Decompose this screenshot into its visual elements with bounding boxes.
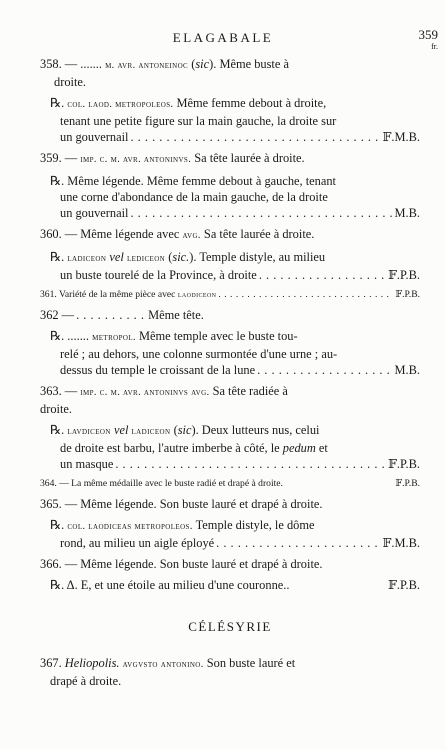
entry-line: 367. Heliopolis. avgvsto antonino. Son buste lauré et drapé à droite. — [40, 656, 296, 688]
page-number-value: 359 — [418, 27, 438, 42]
entry-363-reverse — [40, 422, 420, 472]
entry-361 — [40, 288, 420, 302]
entry-365-reverse — [40, 517, 420, 551]
page-number — [419, 28, 439, 51]
entry-line-with-leader: un gouvernail . . . M.B. — [50, 205, 420, 221]
entry-363 — [40, 383, 420, 417]
entry-line: ℞. Δ. Ε, et une étoile au milieu d'une couronne.. 𝔽.P.B. — [50, 578, 420, 592]
entry-line: 366. — Même légende. Son buste lauré et drapé à droite. — [40, 557, 323, 571]
catalogue-body — [40, 56, 420, 694]
entry-line: tenant une petite figure sur la main gauche, la droite sur — [60, 114, 337, 128]
entry-line: 363. — imp. c. m. avr. antoninvs avg. Sa tête radiée à droite. — [40, 384, 288, 416]
entry-line-with-leader: 361. Variété de la même pièce avec laodiceon . . . 𝔽.P.B. — [40, 288, 420, 302]
entry-360-reverse — [40, 249, 420, 283]
entry-line: relé ; au dehors, une colonne surmontée d'une urne ; au- — [60, 347, 338, 361]
entry-line: ℞. col. laod. metropoleos. Même femme debout à droite, — [50, 96, 327, 110]
entry-line: une corne d'abondance de la main gauche, de la droite — [60, 190, 328, 204]
entry-line-with-leader: un masque . . . 𝔽.P.B. — [50, 456, 420, 472]
entry-line: ℞. ....... metropol. Même temple avec le buste tou- — [50, 329, 298, 343]
entry-line: 364. — La même médaille avec le buste radié et drapé à droite. 𝔽.P.B. — [40, 478, 420, 489]
collection-mark: 𝔽.P.B. — [395, 289, 420, 300]
entry-line: 358. — ....... m. avr. antoneinoc (sic). Même buste à droite. — [40, 57, 289, 89]
collection-mark: 𝔽.P.B. — [388, 578, 420, 592]
entry-367 — [40, 655, 420, 689]
collection-mark: 𝔽.P.B. — [388, 268, 420, 282]
entry-362-reverse — [40, 328, 420, 378]
running-head: ELAGABALE — [172, 30, 274, 45]
collection-mark: M.B. — [394, 206, 420, 220]
entry-line: 365. — Même légende. Son buste lauré et drapé à droite. — [40, 497, 323, 511]
entry-line: de droite est barbu, l'autre imberbe à côté, le pedum et — [60, 441, 328, 455]
entry-359-reverse — [40, 173, 420, 221]
entry-line-with-leader: dessus du temple le croissant de la lune . . . M.B. — [50, 362, 420, 378]
entry-366-reverse — [40, 577, 420, 593]
entry-line-with-leader: un buste tourelé de la Province, à droite . . . 𝔽.P.B. — [50, 267, 420, 283]
entry-360 — [40, 226, 420, 244]
section-heading: CÉLÉSYRIE — [188, 619, 272, 634]
entry-line-with-leader: un gouvernail . . . 𝔽.M.B. — [50, 129, 420, 145]
collection-mark: 𝔽.M.B. — [382, 536, 420, 550]
page-number-sub: fr. — [431, 42, 438, 51]
entry-364 — [40, 477, 420, 491]
entry-358-reverse — [40, 95, 420, 145]
collection-mark: 𝔽.M.B. — [382, 130, 420, 144]
collection-mark: 𝔽.P.B. — [395, 478, 420, 489]
entry-line: ℞. col. laodiceas metropoleos. Temple distyle, le dôme — [50, 518, 315, 532]
entry-line: 359. — imp. c. m. avr. antoninvs. Sa tête laurée à droite. — [40, 151, 305, 165]
entry-line-with-leader: rond, au milieu un aigle éployé . . . 𝔽.M.B. — [50, 535, 420, 551]
collection-mark: M.B. — [394, 363, 420, 377]
entry-365 — [40, 496, 420, 512]
entry-366 — [40, 556, 420, 572]
entry-line: ℞. ladiceon vel lediceon (sic.). Temple distyle, au milieu — [50, 250, 326, 264]
entry-line: ℞. lavdiceon vel ladiceon (sic). Deux lutteurs nus, celui — [50, 423, 320, 437]
entry-line: 362 — . . . Même tête. — [40, 307, 420, 323]
entry-line: ℞. Même légende. Même femme debout à gauche, tenant — [50, 174, 337, 188]
entry-359 — [40, 150, 420, 168]
entry-358 — [40, 56, 420, 90]
entry-362 — [40, 307, 420, 323]
entry-line: 360. — Même légende avec avg. Sa tête laurée à droite. — [40, 227, 315, 241]
collection-mark: 𝔽.P.B. — [388, 457, 420, 471]
